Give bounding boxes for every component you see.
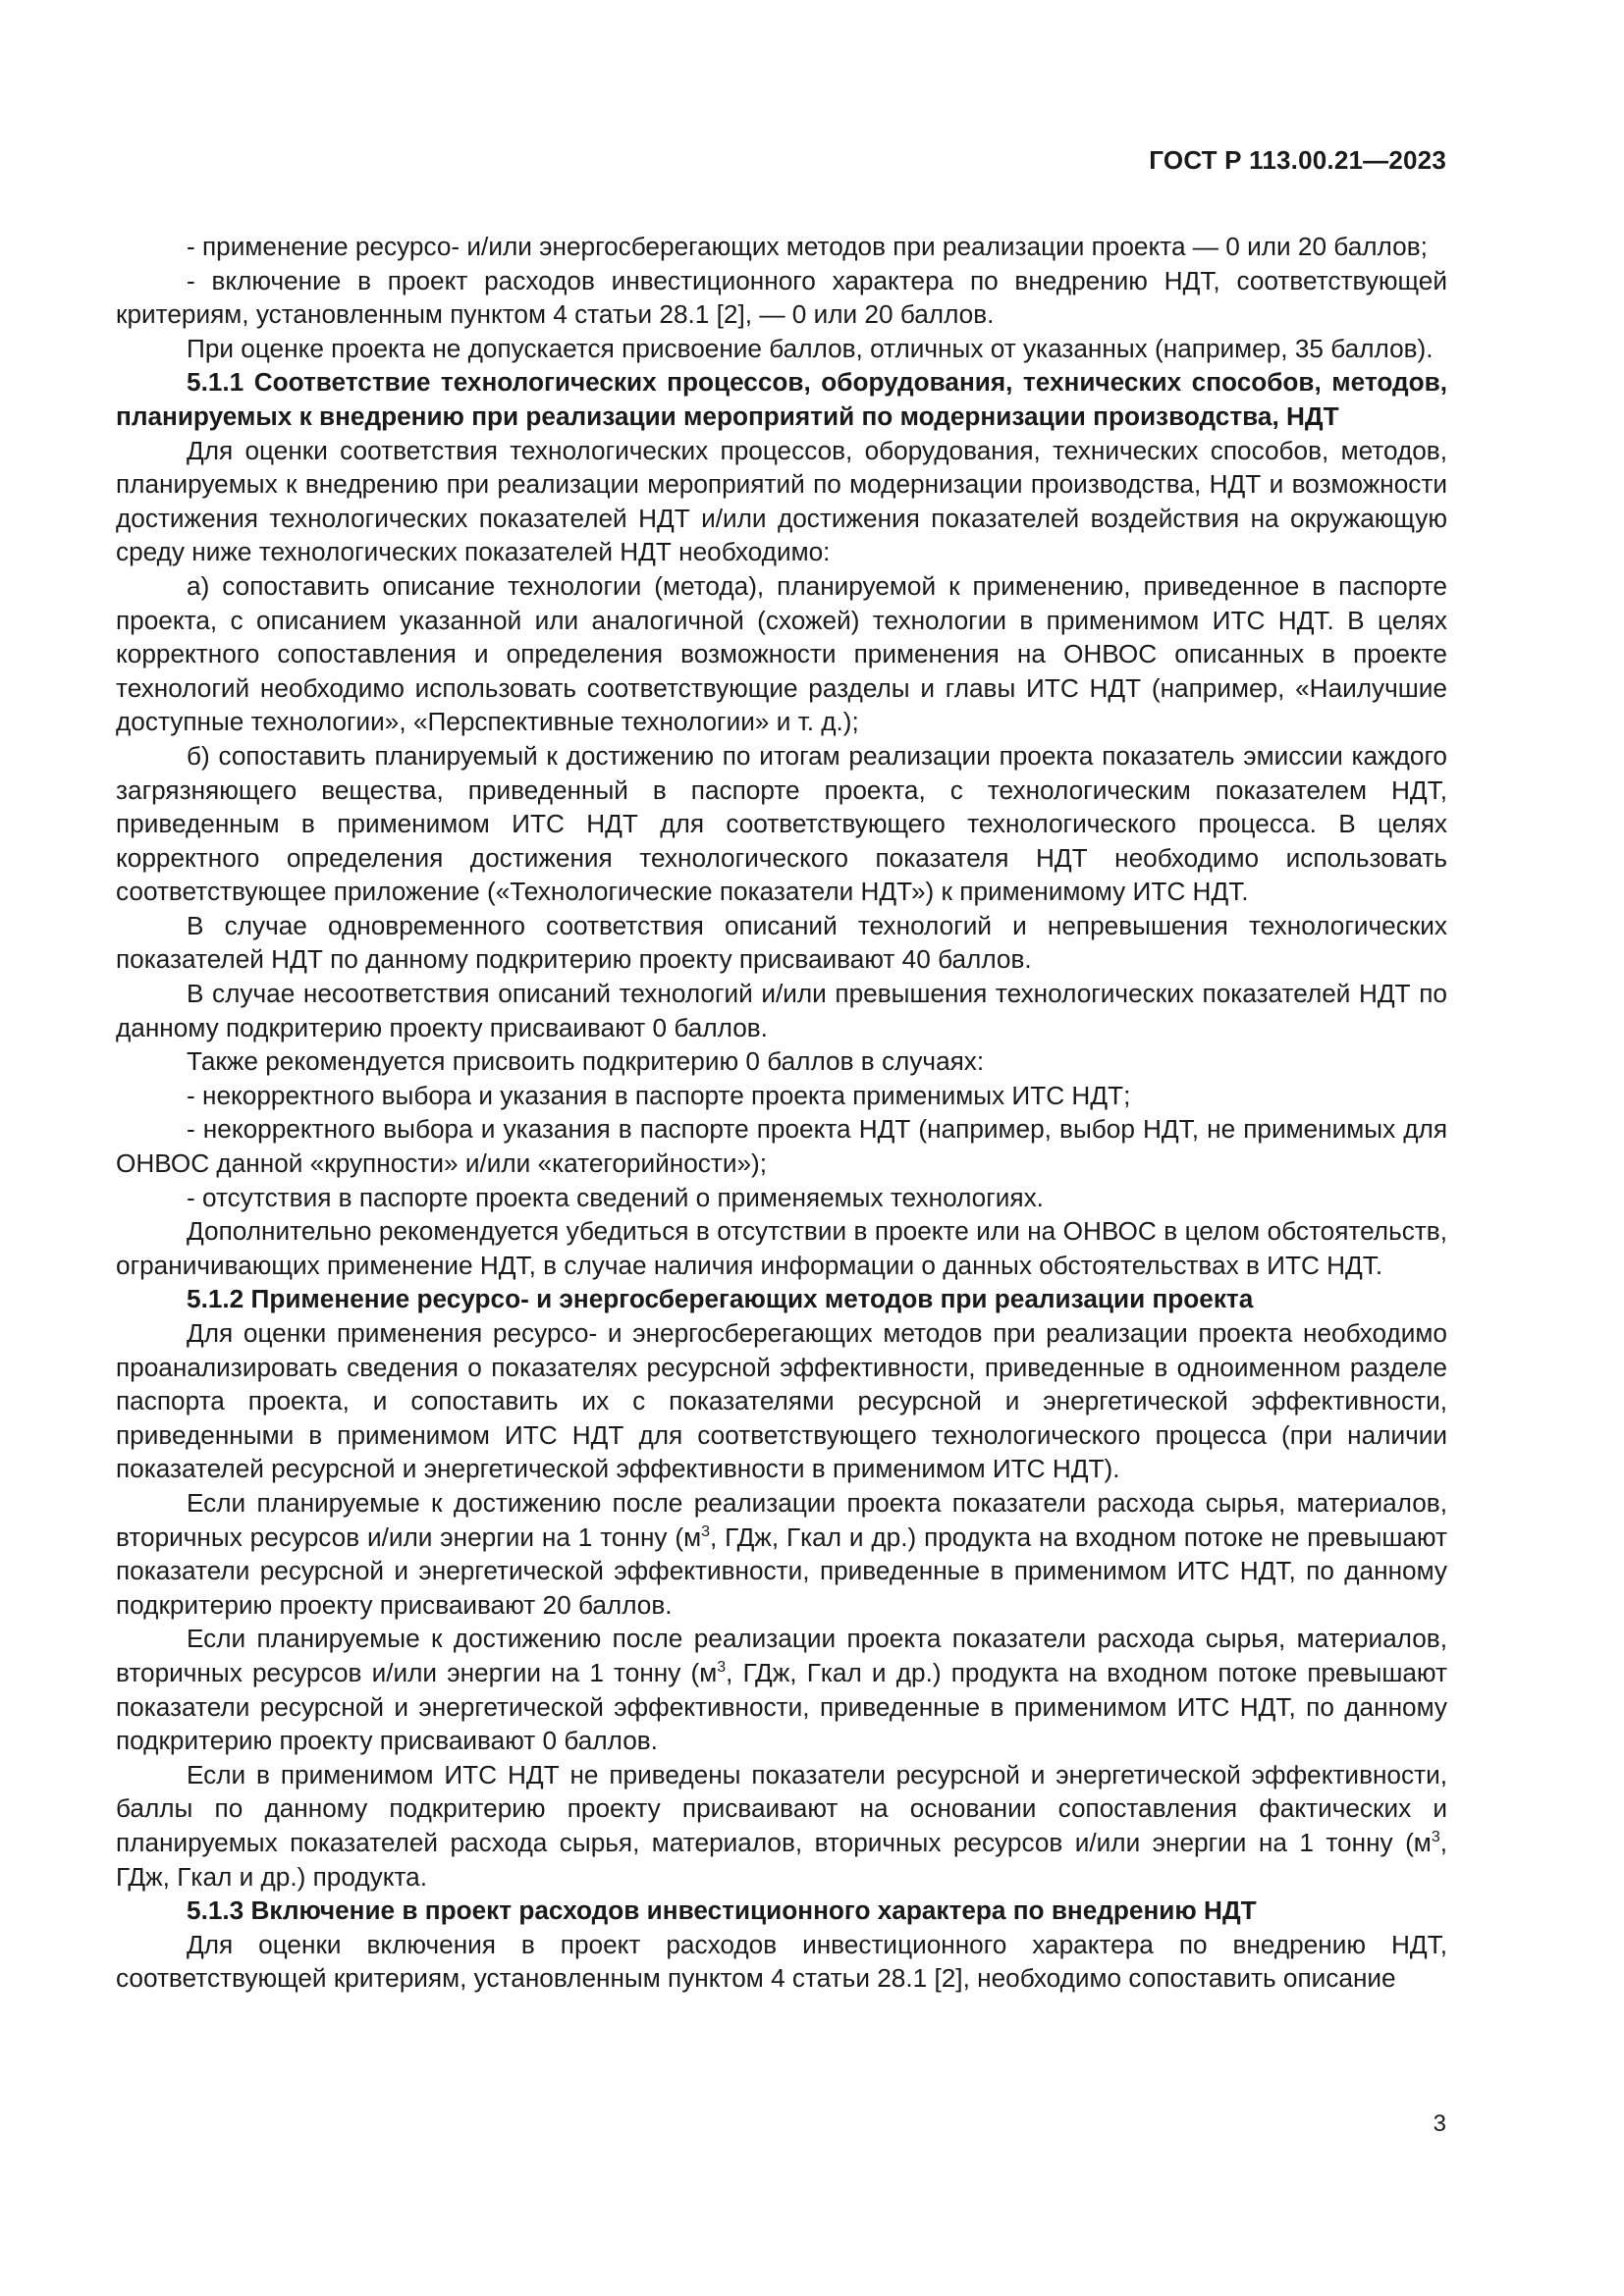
superscript: 3 <box>701 1522 710 1540</box>
list-item: - отсутствия в паспорте проекта сведений о применяемых технологиях. <box>187 1182 1044 1212</box>
paragraph-text: , ГДж, Гкал и др.) продукта на входном потоке не превышают показатели ресурсной и энергетической эффективности, приведенные в применимом ИТС НДТ, по данному подкритерию проекту присваивают 20 баллов. <box>116 1522 1447 1620</box>
paragraph: Для оценки включения в проект расходов инвестиционного характера по внедрению НДТ, соответствующей критериям, установленным пунктом 4 статьи 28.1 [2], необходимо сопоставить описание <box>116 1929 1447 1994</box>
paragraph-text: Если планируемые к достижению после реализации проекта показатели расхода сырья, материалов, вторичных ресурсов и/или энергии на 1 тонну (м <box>116 1624 1447 1687</box>
list-item: б) сопоставить планируемый к достижению по итогам реализации проекта показатель эмиссии каждого загрязняющего вещества, приведенный в паспорте проекта, с технологическим показателем НДТ, приведенным в применимом ИТС НДТ для соответствующего технологического процесса. В целях корректного определения достижения технологического показателя НДТ необходимо использовать соответствующее приложение («Технологические показатели НДТ») к применимому ИТС НДТ. <box>116 740 1447 907</box>
superscript: 3 <box>1431 1828 1440 1845</box>
paragraph <box>116 1758 1447 1894</box>
paragraph-text: , ГДж, Гкал и др.) продукта. <box>116 1827 1447 1892</box>
paragraph-text: Если планируемые к достижению после реализации проекта показатели расхода сырья, материалов, вторичных ресурсов и/или энергии на 1 тонну (м <box>116 1487 1447 1552</box>
paragraph: Также рекомендуется присвоить подкритерию 0 баллов в случаях: <box>187 1046 985 1077</box>
section-heading-5-1-2: 5.1.2 Применение ресурсо- и энергосберегающих методов при реализации проекта <box>187 1284 1254 1314</box>
paragraph: Для оценки соответствия технологических процессов, оборудования, технических способов, методов, планируемых к внедрению при реализации мероприятий по модернизации производства, НДТ и возможности достижения технологических показателей НДТ и/или достижения показателей воздействия на окружающую среду ниже технологических показателей НДТ необходимо: <box>116 435 1447 567</box>
page-body <box>116 230 1447 1996</box>
paragraph-text: , ГДж, Гкал и др.) продукта на входном потоке превышают показатели ресурсной и энергетической эффективности, приведенные в применимом ИТС НДТ, по данному подкритерию проекту присваивают 0 баллов. <box>116 1657 1447 1756</box>
paragraph: В случае одновременного соответствия описаний технологий и непревышения технологических показателей НДТ по данному подкритерию проекту присваивают 40 баллов. <box>116 910 1447 975</box>
list-item: - применение ресурсо- и/или энергосберегающих методов при реализации проекта — 0 или 20 баллов; <box>187 232 1428 261</box>
paragraph: Для оценки применения ресурсо- и энергосберегающих методов при реализации проекта необходимо проанализировать сведения о показателях ресурсной эффективности, приведенные в одноименном разделе паспорта проекта, и сопоставить их с показателями ресурсной и энергетической эффективности, приведенными в применимом ИТС НДТ для соответствующего технологического процесса (при наличии показателей ресурсной и энергетической эффективности в применимом ИТС НДТ). <box>116 1318 1447 1484</box>
section-heading-5-1-3: 5.1.3 Включение в проект расходов инвестиционного характера по внедрению НДТ <box>187 1896 1257 1926</box>
paragraph <box>116 1622 1447 1757</box>
list-item: - включение в проект расходов инвестиционного характера по внедрению НДТ, соответствующей критериям, установленным пунктом 4 статьи 28.1 [2], — 0 или 20 баллов. <box>116 265 1447 330</box>
paragraph: В случае несоответствия описаний технологий и/или превышения технологических показателей НДТ по данному подкритерию проекту присваивают 0 баллов. <box>116 979 1447 1042</box>
list-item: а) сопоставить описание технологии (метода), планируемой к применению, приведенное в паспорте проекта, с описанием указанной или аналогичной (схожей) технологии в применимом ИТС НДТ. В целях корректного сопоставления и определения возможности применения на ОНВОС описанных в проекте технологий необходимо использовать соответствующие разделы и главы ИТС НДТ (например, «Наилучшие доступные технологии», «Перспективные технологии» и т. д.); <box>116 570 1447 737</box>
superscript: 3 <box>717 1658 727 1676</box>
list-item: - некорректного выбора и указания в паспорте проекта применимых ИТС НДТ; <box>187 1080 1131 1110</box>
list-item: - некорректного выбора и указания в паспорте проекта НДТ (например, выбор НДТ, не применимых для ОНВОС данной «крупности» и/или «категорийности»); <box>116 1114 1447 1179</box>
paragraph: При оценке проекта не допускается присвоение баллов, отличных от указанных (например, 35 баллов). <box>187 333 1434 363</box>
page-number: 3 <box>1433 2110 1446 2137</box>
paragraph: Дополнительно рекомендуется убедиться в отсутствии в проекте или на ОНВОС в целом обстоятельств, ограничивающих применение НДТ, в случае наличия информации о данных обстоятельствах в ИТС НДТ. <box>116 1216 1447 1280</box>
document-code: ГОСТ Р 113.00.21—2023 <box>1149 145 1446 175</box>
paragraph <box>116 1486 1447 1622</box>
section-heading-5-1-1: 5.1.1 Соответствие технологических процессов, оборудования, технических способов, методов, планируемых к внедрению при реализации мероприятий по модернизации производства, НДТ <box>116 367 1447 431</box>
paragraph-text: Если в применимом ИТС НДТ не приведены показатели ресурсной и энергетической эффективности, баллы по данному подкритерию проекту присваивают на основании сопоставления фактических и планируемых показателей расхода сырья, материалов, вторичных ресурсов и/или энергии на 1 тонну (м <box>116 1759 1447 1857</box>
